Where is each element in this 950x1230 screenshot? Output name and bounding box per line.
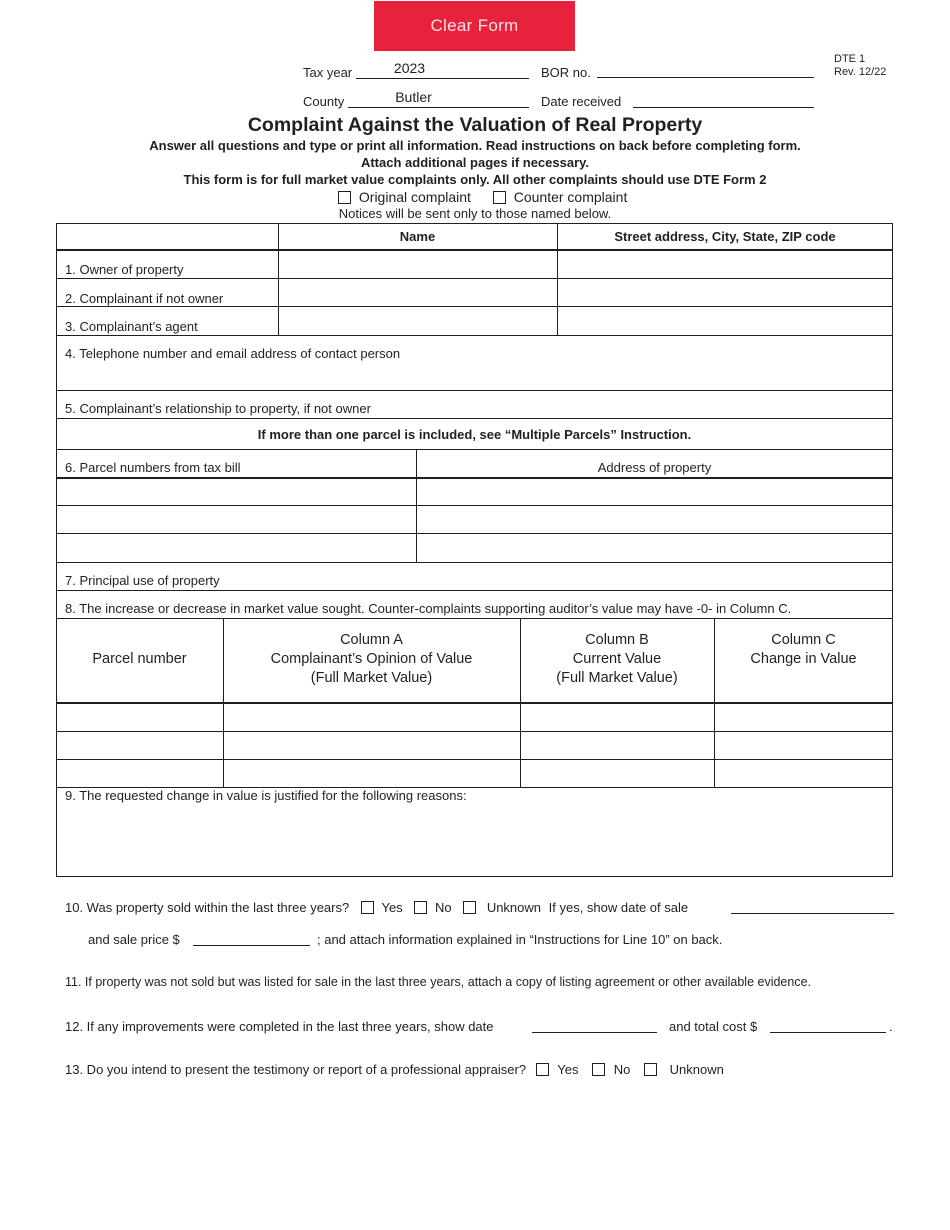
q10-attach-text: ; and attach information explained in “Instructions for Line 10” on back.	[317, 932, 723, 947]
row-owner-label: 1. Owner of property	[65, 262, 184, 277]
tax-year-field[interactable]	[356, 60, 529, 79]
column-c-subtitle: Change in Value	[750, 651, 857, 667]
q10-yes-checkbox[interactable]	[361, 901, 374, 914]
contact-info-field[interactable]	[57, 362, 892, 390]
column-c-header	[714, 631, 893, 669]
date-received-field[interactable]	[633, 89, 814, 108]
county-value: Butler	[395, 89, 432, 105]
form-id: DTE 1	[834, 53, 866, 65]
q10-no-label: No	[434, 900, 452, 915]
tax-year-value: 2023	[393, 60, 426, 76]
complainant-address-field[interactable]	[558, 279, 892, 306]
complainant-name-field[interactable]	[279, 279, 557, 306]
tax-year-label: Tax year	[303, 65, 353, 80]
complaint-type-row	[338, 189, 627, 205]
q12-period: .	[889, 1019, 893, 1034]
sale-price-field[interactable]	[193, 929, 310, 946]
instruction-line-1: Answer all questions and type or print all information. Read instructions on back before completing form.	[149, 138, 801, 153]
row-complainant-label: 2. Complainant if not owner	[65, 291, 224, 306]
q10-no-checkbox[interactable]	[414, 901, 427, 914]
q13-text: 13. Do you intend to present the testimony or report of a professional appraiser?	[65, 1062, 527, 1077]
reasons-field[interactable]	[57, 806, 892, 876]
line7-label: 7. Principal use of property	[65, 573, 220, 588]
q11-text: 11. If property was not sold but was listed for sale in the last three years, attach a copy of listing agreement or other available evidence.	[65, 975, 812, 989]
column-a-title: Column A	[340, 632, 403, 648]
counter-complaint-checkbox[interactable]	[493, 191, 506, 204]
column-b-subtitle: Current Value	[572, 651, 662, 667]
instruction-line-3: This form is for full market value complaints only. All other complaints should use DTE Form 2	[183, 172, 767, 187]
improvement-date-field[interactable]	[532, 1016, 657, 1033]
q13-unknown-checkbox[interactable]	[644, 1063, 657, 1076]
sale-date-field[interactable]	[731, 897, 894, 914]
original-complaint-checkbox[interactable]	[338, 191, 351, 204]
page-title: Complaint Against the Valuation of Real Property	[247, 114, 703, 136]
q10-yes-label: Yes	[381, 900, 403, 915]
line9-label: 9. The requested change in value is justified for the following reasons:	[65, 788, 467, 803]
parcel-number-header: Parcel number	[92, 651, 187, 667]
clear-form-button[interactable]: Clear Form	[374, 1, 575, 51]
line8-label: 8. The increase or decrease in market value sought. Counter-complaints supporting auditor’s value may have -0- in Column C.	[65, 601, 792, 616]
column-name-header: Name	[399, 229, 436, 244]
q13-unknown-label: Unknown	[669, 1062, 724, 1077]
counter-complaint-label: Counter complaint	[513, 189, 628, 205]
instruction-line-2: Attach additional pages if necessary.	[360, 155, 590, 170]
agent-name-field[interactable]	[279, 307, 557, 335]
q13-no-label: No	[613, 1062, 631, 1077]
column-b-note: (Full Market Value)	[556, 670, 678, 686]
multiple-parcels-note: If more than one parcel is included, see “Multiple Parcels” Instruction.	[257, 427, 692, 442]
q10-text: 10. Was property sold within the last three years?	[65, 900, 350, 915]
owner-address-field[interactable]	[558, 251, 892, 278]
q10-price-text: and sale price $	[88, 932, 180, 947]
line6-label: 6. Parcel numbers from tax bill	[65, 460, 241, 475]
agent-address-field[interactable]	[558, 307, 892, 335]
column-a-note: (Full Market Value)	[310, 670, 433, 686]
line5-label: 5. Complainant’s relationship to property, if not owner	[65, 401, 371, 416]
county-field[interactable]	[348, 89, 529, 108]
improvement-cost-field[interactable]	[770, 1016, 886, 1033]
form-revision: Rev. 12/22	[834, 66, 887, 78]
q13-no-checkbox[interactable]	[592, 1063, 605, 1076]
q13-yes-label: Yes	[557, 1062, 579, 1077]
line4-label: 4. Telephone number and email address of contact person	[65, 346, 401, 361]
column-c-title: Column C	[771, 632, 836, 648]
county-label: County	[303, 94, 345, 109]
column-a-subtitle: Complainant’s Opinion of Value	[270, 651, 473, 667]
q10-unknown-label: Unknown	[486, 900, 542, 915]
address-of-property-header: Address of property	[597, 460, 712, 475]
q10-unknown-checkbox[interactable]	[463, 901, 476, 914]
original-complaint-label: Original complaint	[358, 189, 471, 205]
bor-number-field[interactable]	[597, 60, 814, 78]
q13-row	[65, 1062, 895, 1077]
bor-label: BOR no.	[541, 65, 591, 80]
q12-cost-text: and total cost $	[669, 1019, 758, 1034]
column-address-header: Street address, City, State, ZIP code	[614, 229, 836, 244]
q10-date-text: If yes, show date of sale	[548, 900, 689, 915]
q12-text: 12. If any improvements were completed in the last three years, show date	[65, 1019, 494, 1034]
row-agent-label: 3. Complainant’s agent	[65, 319, 198, 334]
column-b-header	[520, 631, 714, 688]
q13-yes-checkbox[interactable]	[536, 1063, 549, 1076]
date-received-label: Date received	[541, 94, 622, 109]
notice-text: Notices will be sent only to those named below.	[338, 206, 612, 221]
column-a-header	[223, 631, 520, 688]
owner-name-field[interactable]	[279, 251, 557, 278]
column-b-title: Column B	[585, 632, 649, 648]
